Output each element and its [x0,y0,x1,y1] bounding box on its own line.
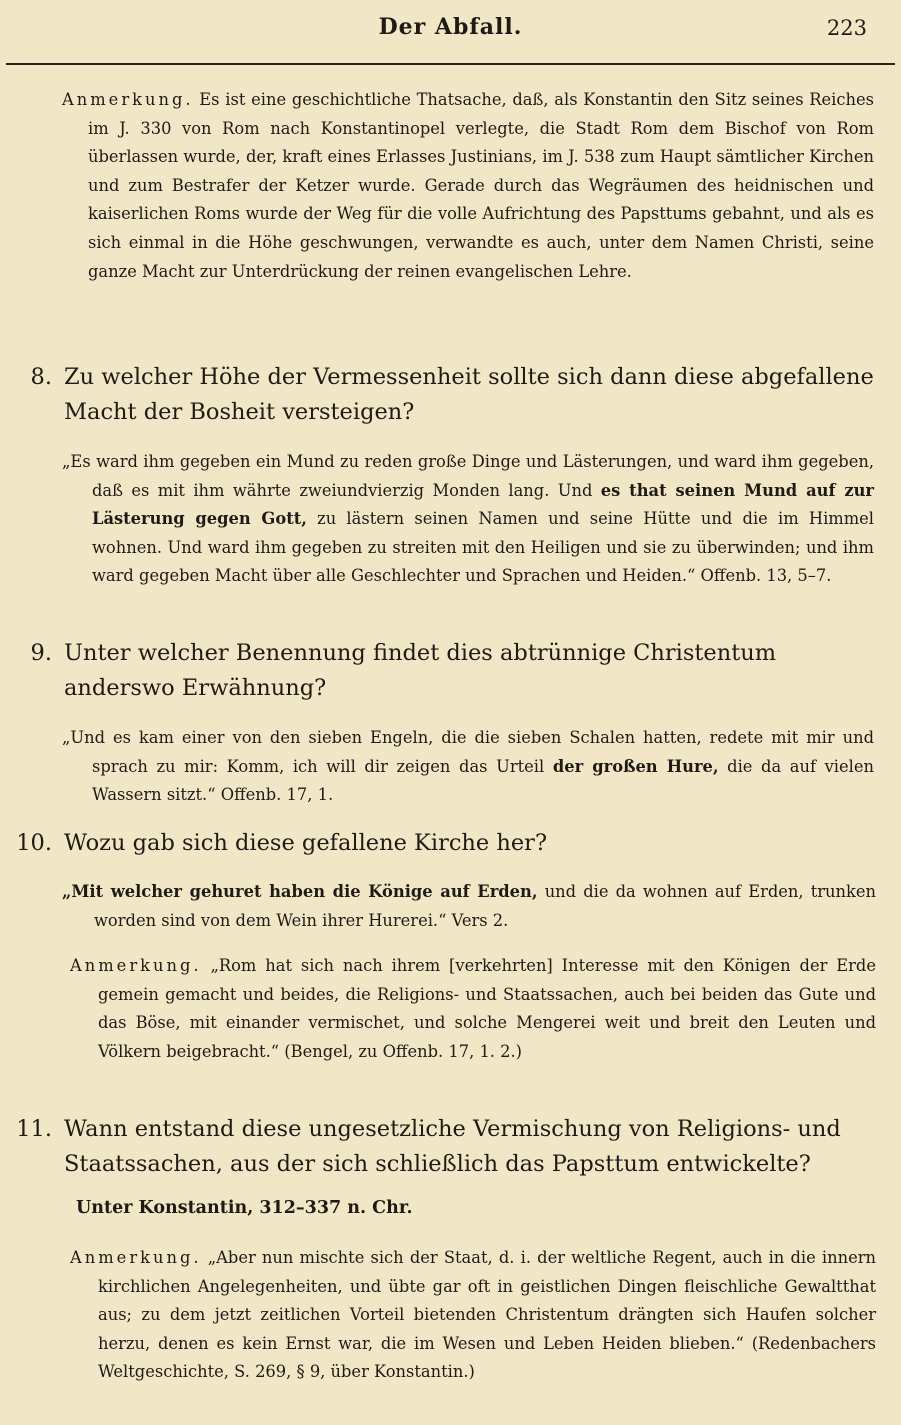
answer-8 [62,448,874,591]
answer-9-emphasis: der großen Hure, [552,756,719,776]
note-3-text: „Aber nun mischte sich der Staat, d. i. der weltliche Regent, auch in die innern kirchlichen Angelegenheiten, und übte gar oft in geistlichen Dingen fleischliche Gewaltthat aus; zu dem jetzt zeitlichen Vorteil bietenden Christentum drängten sich Haufen solcher herzu, denen es kein Ernst war, die im Wesen und Leben Heiden blieben.“ (Redenbachers Weltgeschichte, S. 269, § 9, über Konstantin.) [98,1248,876,1382]
note-2-label: Anmerkung. [70,956,202,975]
question-8-number: 8. [30,364,52,390]
answer-10-post: und die da wohnen auf Erden, trunken worden sind von dem Wein ihrer Hurerei.“ Vers 2. [94,882,876,930]
note-3 [70,1244,876,1387]
note-3-label: Anmerkung. [70,1248,202,1267]
note-1-label: Anmerkung. [62,90,194,109]
running-header-title: Der Abfall. [378,14,523,40]
question-10 [0,826,901,866]
note-1-text: Es ist eine geschichtliche Thatsache, daß, als Konstantin den Sitz seines Reiches im J. 330 von Rom nach Konstantinopel verlegte, die Stadt Rom dem Bischof von Rom überlassen wurde, der, kraft eines Erlasses Justinians, im J. 538 zum Haupt sämtlicher Kirchen und zum Bestrafer der Ketzer wurde. Gerade durch das Wegräumen des heidnischen und kaiserlichen Roms wurde der Weg für die volle Aufrichtung des Papsttums gebahnt, und als es sich einmal in die Höhe geschwungen, verwandte es auch, unter dem Namen Christi, seine ganze Macht zur Unterdrückung der reinen evangelischen Lehre. [88,90,874,281]
question-8-text: Zu welcher Höhe der Vermessenheit sollte sich dann diese abgefallene Macht der Bosheit versteigen? [64,364,874,425]
question-11 [0,1112,901,1187]
note-2 [70,952,876,1066]
answer-11: Unter Konstantin, 312–337 n. Chr. [76,1198,413,1218]
note-1 [62,86,874,286]
question-9 [0,636,901,711]
answer-10-emphasis: „Mit welcher gehuret haben die Könige auf Erden, [62,882,538,901]
note-2-text: „Rom hat sich nach ihrem [verkehrten] Interesse mit den Königen der Erde gemein gemacht und beides, die Religions- und Staatssachen, auch bei beiden das Gute und das Böse, mit einander vermischet, und solche Mengerei weit und breit den Leuten und Völkern beigebracht.“ (Bengel, zu Offenb. 17, 1. 2.) [98,956,876,1061]
question-10-number: 10. [16,830,52,856]
page-number: 223 [826,16,867,40]
question-9-text: Unter welcher Benennung findet dies abtrünnige Christentum anderswo Erwähnung? [64,640,777,701]
header-rule [6,63,895,65]
question-9-number: 9. [30,640,52,666]
answer-9-pre: „Und es kam einer von den sieben Engeln, die die sieben Schalen hatten, redete mit mir und sprach zu mir: Komm, ich will dir zeigen das Urteil [62,728,874,776]
answer-8-emphasis: es that seinen Mund auf zur Lästerung gegen Gott, [92,480,874,529]
answer-8-post: zu lästern seinen Namen und seine Hütte und die im Himmel wohnen. Und ward ihm gegeben zu streiten mit den Heiligen und sie zu überwinden; und ihm ward gegeben Macht über alle Geschlechter und Sprachen und Heiden.“ Offenb. 13, 5–7. [92,509,874,586]
question-11-number: 11. [16,1116,52,1142]
answer-10 [62,878,876,935]
question-8 [0,360,901,435]
answer-8-pre: „Es ward ihm gegeben ein Mund zu reden große Dinge und Lästerungen, und ward ihm gegeben, daß es mit ihm währte zweiundvierzig Monden lang. Und [62,452,874,500]
answer-9-post: die da auf vielen Wassern sitzt.“ Offenb. 17, 1. [92,756,874,805]
answer-9 [62,724,874,810]
question-11-text: Wann entstand diese ungesetzliche Vermischung von Religions- und Staatssachen, aus der sich schließlich das Papsttum entwickelte? [64,1116,841,1177]
question-10-text: Wozu gab sich diese gefallene Kirche her? [64,830,548,856]
